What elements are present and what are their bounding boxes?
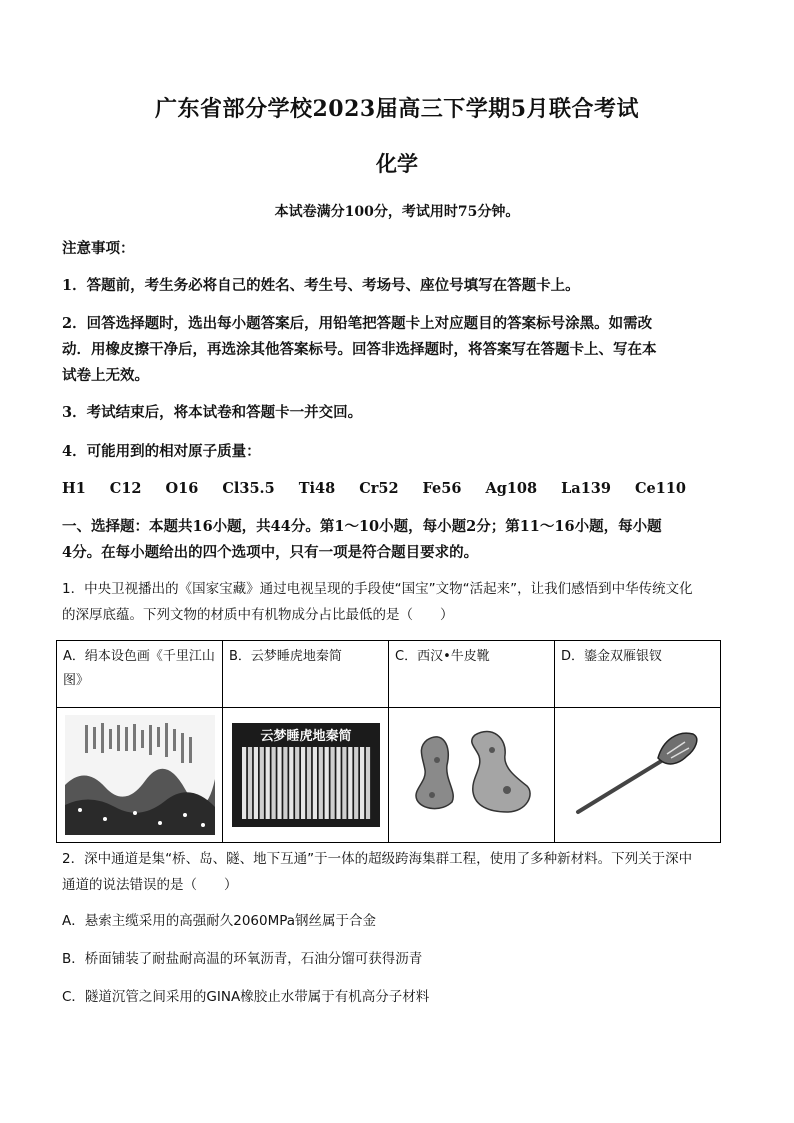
question-1-options-table — [56, 640, 721, 843]
boots-image — [397, 720, 547, 830]
question-2-option-c: C．隧道沉管之间采用的GINA橡胶止水带属于有机高分子材料 — [62, 989, 430, 1005]
exam-title: 广东省部分学校2023届高三下学期5月联合考试 — [154, 96, 640, 122]
atomic-mass: Cr52 — [359, 480, 399, 497]
note-item-1: 1．答题前，考生务必将自己的姓名、考生号、考场号、座位号填写在答题卡上。 — [62, 277, 580, 294]
bamboo-slip — [336, 747, 340, 819]
bamboo-slips-inscription: 云梦睡虎地秦简 — [259, 728, 352, 744]
bamboo-slip — [324, 747, 328, 819]
atomic-mass: Ce110 — [634, 480, 687, 497]
option-d-image-cell — [555, 707, 721, 842]
section-1-line-2: 4分。在每小题给出的四个选项中，只有一项是符合题目要求的。 — [62, 544, 479, 561]
note-item-3: 3．考试结束后，将本试卷和答题卡一并交回。 — [62, 404, 363, 421]
question-2-option-a: A．悬索主缆采用的高强耐久2060MPa钢丝属于合金 — [62, 913, 377, 929]
notes-heading: 注意事项： — [62, 240, 135, 257]
option-a-image-cell — [57, 707, 223, 842]
atomic-mass: C12 — [109, 480, 142, 497]
bamboo-slip — [301, 747, 305, 819]
bamboo-slip — [318, 747, 322, 819]
atomic-mass: H1 — [62, 480, 86, 497]
bamboo-slip — [253, 747, 257, 819]
atomic-mass: Ti48 — [298, 480, 336, 497]
bamboo-slip — [295, 747, 299, 819]
exam-info: 本试卷满分100分，考试用时75分钟。 — [274, 204, 520, 220]
bamboo-slips-image — [232, 723, 380, 827]
atomic-mass: La139 — [561, 480, 611, 497]
question-1-line-2: 的深厚底蕴。下列文物的材质中有机物成分占比最低的是（ ） — [62, 607, 454, 623]
note-item-2-line-1: 2．回答选择题时，选出每小题答案后，用铅笔把答题卡上对应题目的答案标号涂黑。如需改 — [62, 315, 653, 332]
atomic-mass: Ag108 — [485, 480, 538, 497]
bamboo-slip — [342, 747, 346, 819]
bamboo-slip — [289, 747, 293, 819]
bamboo-slip — [354, 747, 358, 819]
atomic-mass: Fe56 — [422, 480, 462, 497]
bamboo-slip — [306, 747, 310, 819]
question-1-line-1: 1．中央卫视播出的《国家宝藏》通过电视呈现的手段使“国宝”文物“活起来”，让我们感悟到中华传统文化 — [62, 581, 693, 597]
bamboo-slip — [312, 747, 316, 819]
atomic-masses — [62, 480, 742, 497]
option-d-label: D．鎏金双雁银钗 — [555, 641, 721, 708]
bamboo-slip — [348, 747, 352, 819]
option-a-label: A．绢本设色画《千里江山图》 — [57, 641, 223, 708]
atomic-mass: O16 — [165, 480, 199, 497]
bamboo-slip — [247, 747, 251, 819]
bamboo-slip — [330, 747, 334, 819]
note-item-4: 4．可能用到的相对原子质量： — [62, 443, 261, 460]
question-2-line-2: 通道的说法错误的是（ ） — [62, 877, 238, 893]
bamboo-slip — [283, 747, 287, 819]
question-2-option-b: B．桥面铺装了耐盐耐高温的环氧沥青，石油分馏可获得沥青 — [62, 951, 423, 967]
option-b-image-cell — [223, 707, 389, 842]
bamboo-slip — [265, 747, 269, 819]
bamboo-slip — [360, 747, 364, 819]
bamboo-slip — [271, 747, 275, 819]
painting-image — [65, 715, 215, 835]
option-b-label: B．云梦睡虎地秦简 — [223, 641, 389, 708]
bamboo-slip — [242, 747, 246, 819]
option-c-image-cell — [389, 707, 555, 842]
note-item-2-line-2: 动．用橡皮擦干净后，再选涂其他答案标号。回答非选择题时，将答案写在答题卡上、写在本 — [62, 341, 657, 358]
option-c-label: C．西汉•牛皮靴 — [389, 641, 555, 708]
note-item-2-line-3: 试卷上无效。 — [62, 367, 149, 384]
atomic-mass: Cl35.5 — [222, 480, 275, 497]
bamboo-slip — [277, 747, 281, 819]
section-1-line-1: 一、选择题：本题共16小题，共44分。第1～10小题，每小题2分；第11～16小题，每小题 — [62, 518, 662, 535]
bamboo-slip — [259, 747, 263, 819]
hairpin-image — [563, 720, 713, 830]
bamboo-slip — [365, 747, 369, 819]
subject-title: 化学 — [376, 151, 418, 176]
question-2-line-1: 2．深中通道是集“桥、岛、隧、地下互通”于一体的超级跨海集群工程，使用了多种新材料。下列关于深中 — [62, 851, 693, 867]
